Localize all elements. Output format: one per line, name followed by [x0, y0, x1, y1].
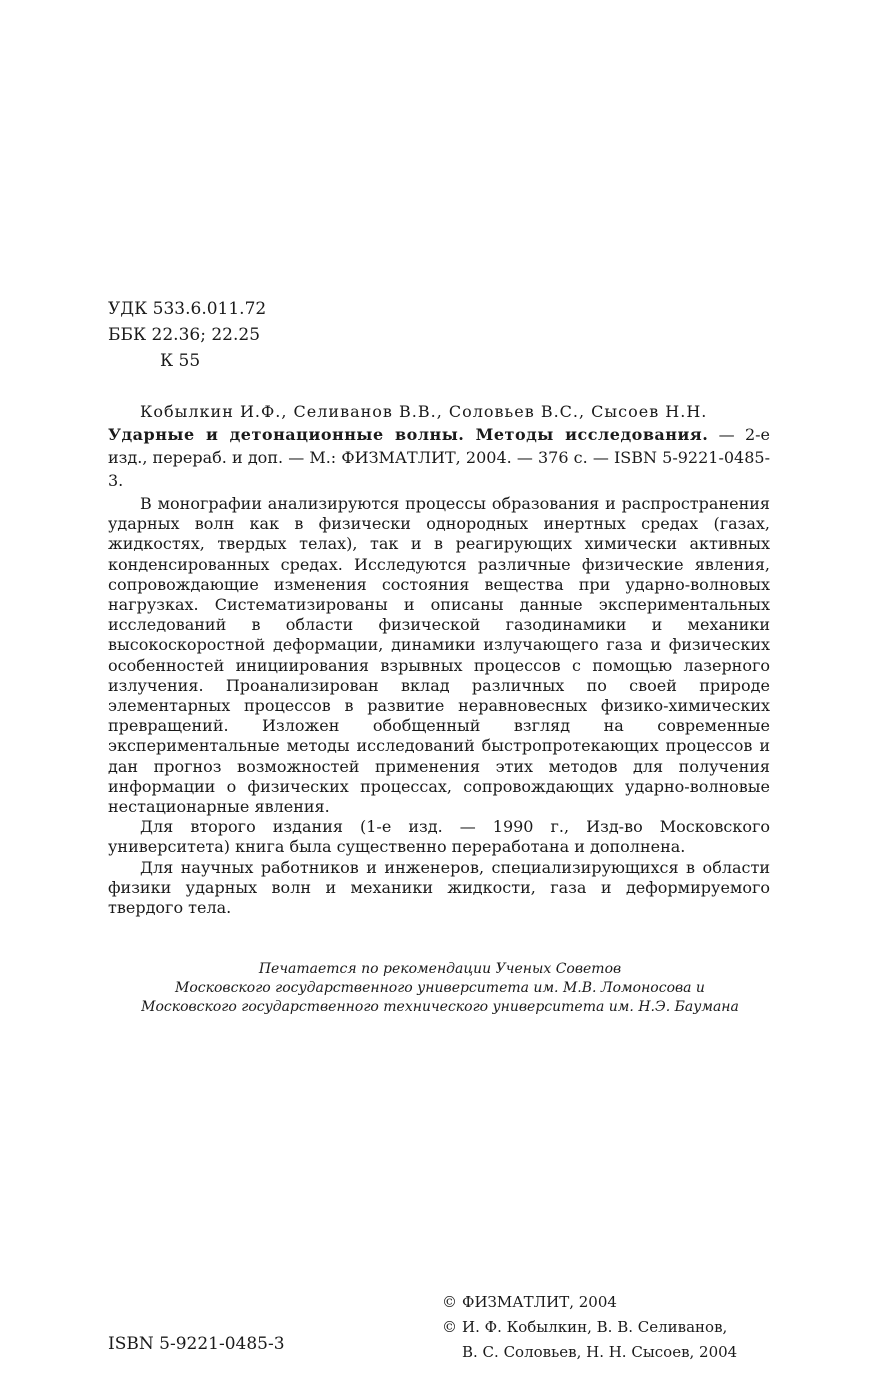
annotation-paragraph: В монографии анализируются процессы образования и распространения ударных волн как в физически однородных инертных средах (газах, жидкостях, твердых телах), так и в реагирующих химически активных конденсированных средах. Исследуются различные физические явления, сопровождающие изменения состояния вещества при ударно-волновых нагрузках. Систематизированы и описаны данные экспериментальных исследований в области физической газодинамики и механики высокоскоростной деформации, динамики излучающего газа и физических особенностей инициирования взрывных процессов с помощью лазерного излучения. Проанализирован вклад различных по своей природе элементарных процессов в развитие неравновесных физико-химических превращений. Изложен обобщенный взгляд на современные экспериментальные методы исследований быстропротекающих процессов и дан прогноз возможностей применения этих методов для получения информации о физических процессах, сопровождающих ударно-волновые нестационарные явления.: [108, 494, 770, 817]
annotation: [108, 494, 770, 918]
copyright-icon: ©: [442, 1293, 457, 1311]
bibliographic-record: [108, 400, 770, 492]
annotation-paragraph: Для научных работников и инженеров, специализирующихся в области физики ударных волн и механики жидкости, газа и деформируемого твердого тела.: [108, 857, 770, 918]
author-mark: К 55: [160, 351, 201, 371]
classification-codes: [108, 296, 266, 374]
recommendation-line: Московского государственного университета им. М.В. Ломоносова и: [175, 980, 705, 996]
copyright-publisher-text: ФИЗМАТЛИТ, 2004: [462, 1293, 617, 1311]
recommendation-line: Печатается по рекомендации Ученых Советов: [258, 961, 622, 977]
annotation-paragraph: Для второго издания (1-е изд. — 1990 г., Изд-во Московского университета) книга была существенно переработана и дополнена.: [108, 817, 770, 857]
isbn: ISBN 5-9221-0485-3: [108, 1334, 285, 1354]
recommendation-note: [100, 960, 780, 1017]
bbk-code: ББК 22.36; 22.25: [108, 325, 261, 345]
copyright-authors: [442, 1317, 737, 1338]
copyright-authors-text: И. Ф. Кобылкин, В. В. Селиванов,: [462, 1318, 728, 1336]
udk-code: УДК 533.6.011.72: [108, 299, 267, 319]
copyright-publisher: [442, 1292, 737, 1313]
edition-details: — 2-е изд., перераб. и доп. — М.: ФИЗМАТЛИТ, 2004. — 376 с. — ISBN 5-9221-0485-3.: [108, 425, 771, 490]
copyright-authors-continued: В. С. Соловьев, Н. Н. Сысоев, 2004: [462, 1343, 738, 1361]
recommendation-line: Московского государственного технического университета им. Н.Э. Баумана: [141, 999, 739, 1015]
authors: Кобылкин И.Ф., Селиванов В.В., Соловьев В.С., Сысоев Н.Н.: [140, 402, 708, 421]
copyright-block: [442, 1292, 737, 1363]
copyright-icon: ©: [442, 1318, 457, 1336]
title-and-details: [108, 423, 770, 492]
book-title: Ударные и детонационные волны. Методы исследования.: [108, 425, 709, 444]
